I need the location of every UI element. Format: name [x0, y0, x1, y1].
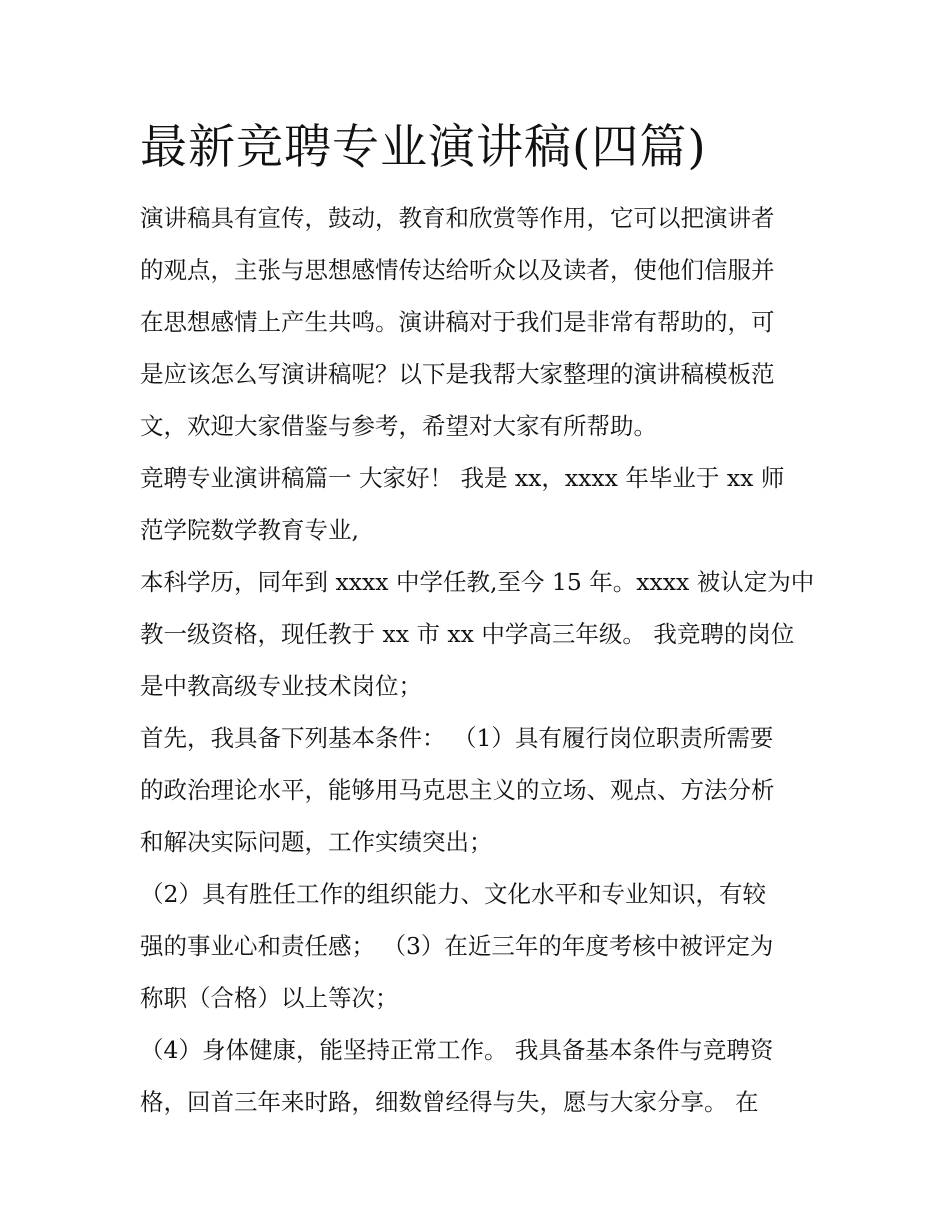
text-line: 在思想感情上产生共鸣。演讲稿对于我们是非常有帮助的，可	[140, 308, 775, 336]
paragraph-conditions	[140, 712, 820, 868]
paragraph-background	[140, 556, 820, 712]
text-line: 竞聘专业演讲稿篇一 大家好！ 我是 xx，xxxx 年毕业于 xx 师	[140, 464, 785, 492]
text-line: （4）身体健康，能坚持正常工作。 我具备基本条件与竞聘资	[140, 1036, 774, 1064]
text-line: 首先，我具备下列基本条件： （1）具有履行岗位职责所需要	[140, 724, 774, 752]
text-line: 称职（合格）以上等次；	[140, 984, 399, 1012]
text-line: 演讲稿具有宣传，鼓动，教育和欣赏等作用，它可以把演讲者	[140, 204, 775, 232]
paragraph-intro	[140, 192, 820, 452]
text-line: 的观点，主张与思想感情传达给听众以及读者，使他们信服并	[140, 256, 775, 284]
paragraph-greeting	[140, 452, 820, 556]
text-line: 范学院数学教育专业,	[140, 516, 359, 544]
text-line: （2）具有胜任工作的组织能力、文化水平和专业知识，有较	[140, 880, 766, 908]
text-line: 是应该怎么写演讲稿呢？以下是我帮大家整理的演讲稿模板范	[140, 360, 775, 388]
text-line: 的政治理论水平，能够用马克思主义的立场、观点、方法分析	[140, 776, 775, 804]
document-body	[140, 112, 820, 1128]
text-line: 和解决实际问题，工作实绩突出；	[140, 828, 493, 856]
text-line: 强的事业心和责任感； （3）在近三年的年度考核中被评定为	[140, 932, 774, 960]
paragraph-condition-2-3	[140, 868, 820, 1024]
text-line: 教一级资格，现任教于 xx 市 xx 中学高三年级。 我竞聘的岗位	[140, 620, 795, 648]
text-line: 本科学历，同年到 xxxx 中学任教,至今 15 年。xxxx 被认定为中	[140, 568, 815, 596]
text-line: 文，欢迎大家借鉴与参考，希望对大家有所帮助。	[140, 412, 657, 440]
text-line: 是中教高级专业技术岗位；	[140, 672, 422, 700]
document-title: 最新竞聘专业演讲稿(四篇)	[140, 120, 707, 175]
text-line: 格，回首三年来时路，细数曾经得与失，愿与大家分享。 在	[140, 1088, 759, 1116]
paragraph-condition-4	[140, 1024, 820, 1128]
